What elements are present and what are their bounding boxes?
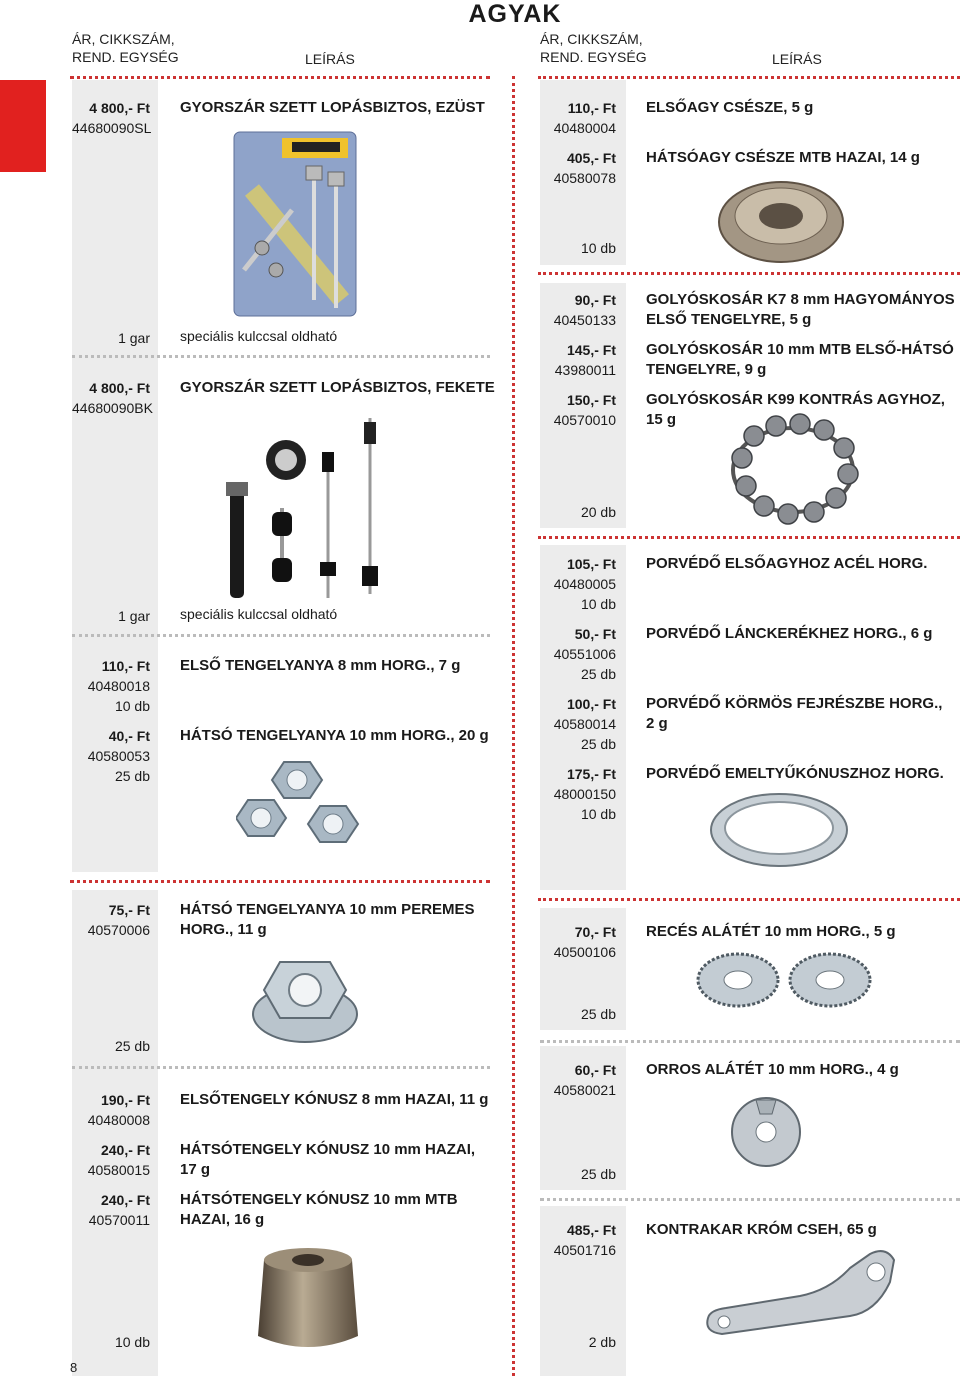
product-title: PORVÉDŐ ELSŐAGYHOZ ACÉL HORG. [646,555,928,572]
item-code: 44680090BK [72,400,153,416]
price: 190,- Ft [100,1092,150,1108]
order-unit: 2 db [588,1334,616,1350]
product-title [646,340,960,380]
price-block [72,98,150,138]
page-number: 8 [70,1360,78,1375]
product-title [646,694,960,734]
price-block [540,922,616,962]
tab-washer-icon [726,1090,806,1170]
price: 145,- Ft [566,342,616,358]
bearing-cup-icon [716,176,846,264]
order-unit: 20 db [580,504,616,520]
item-code: 40480004 [553,120,616,136]
product-title: HÁTSÓ TENGELYANYA 10 mm PEREMES HORG., 11 g [180,901,475,938]
unit-block [540,1004,616,1024]
left-price-panel-2 [72,890,158,1376]
section-tab [0,80,46,172]
item-code: 40480018 [87,678,150,694]
price: 175,- Ft [566,766,616,782]
title-line: GOLYÓSKOSÁR K7 8 mm HAGYOMÁNYOS [646,291,955,308]
price: 405,- Ft [566,150,616,166]
unit-block [72,606,150,626]
unit-block [540,502,616,522]
order-unit: 25 db [580,736,616,752]
price-block [540,694,616,754]
item-code: 40450133 [553,312,616,328]
price-block [540,1060,616,1100]
product-title: KONTRAKAR KRÓM CSEH, 65 g [646,1221,877,1238]
price: 90,- Ft [574,292,616,308]
title-line: GOLYÓSKOSÁR K99 KONTRÁS AGYHOZ, [646,391,945,408]
quick-release-silver-icon [232,130,358,318]
product-title: HÁTSÓ TENGELYANYA 10 mm HORG., 20 g [180,727,489,744]
price-block [540,148,616,188]
row-divider [72,355,490,358]
title-line: GOLYÓSKOSÁR 10 mm MTB ELSŐ-HÁTSÓ [646,341,954,358]
right-price-header [540,30,647,66]
unit-block [540,1164,616,1184]
header-divider-right [538,76,960,79]
item-code: 40480008 [87,1112,150,1128]
right-desc-header: LEÍRÁS [772,51,822,67]
row-divider [540,1198,960,1201]
price-block [540,624,616,684]
product-note: speciális kulccsal oldható [180,328,338,344]
price-block [72,726,150,786]
product-title: GYORSZÁR SZETT LOPÁSBIZTOS, FEKETE [180,379,495,396]
price: 110,- Ft [101,658,150,674]
unit-block [72,1332,150,1352]
serrated-washer-icon [694,950,874,1010]
row-divider [72,1066,490,1069]
item-code: 40580015 [87,1162,150,1178]
price-block [72,1140,150,1180]
order-unit: 25 db [580,1006,616,1022]
price-block [72,1090,150,1130]
quick-release-black-icon [214,408,390,604]
section-divider [538,536,960,539]
price-block [540,764,616,824]
flange-nut-icon [250,952,360,1047]
order-unit: 1 gar [118,330,150,346]
item-code: 40500106 [553,944,616,960]
row-divider [72,634,490,637]
left-price-header-line1: ÁR, CIKKSZÁM, [72,31,175,47]
unit-block [72,328,150,348]
order-unit: 10 db [114,698,150,714]
item-code: 40580014 [553,716,616,732]
product-title: GYORSZÁR SZETT LOPÁSBIZTOS, EZÜST [180,99,485,116]
column-divider [512,76,515,1376]
price: 75,- Ft [108,902,150,918]
unit-block [72,1036,150,1056]
price-block [72,656,150,716]
order-unit: 10 db [580,806,616,822]
item-code: 40501716 [553,1242,616,1258]
ball-cage-icon [720,412,866,528]
item-code: 44680090SL [72,120,152,136]
price-block [540,1220,616,1260]
product-title: ELSŐTENGELY KÓNUSZ 8 mm HAZAI, 11 g [180,1091,489,1108]
item-code: 40570010 [553,412,616,428]
product-title: HÁTSÓAGY CSÉSZE MTB HAZAI, 14 g [646,149,920,166]
price: 100,- Ft [566,696,616,712]
price: 485,- Ft [566,1222,616,1238]
section-divider [70,880,490,883]
product-title: ORROS ALÁTÉT 10 mm HORG., 4 g [646,1061,899,1078]
product-title: ELSŐAGY CSÉSZE, 5 g [646,99,814,116]
price: 150,- Ft [566,392,616,408]
price: 105,- Ft [566,556,616,572]
product-title [646,290,960,330]
product-title: RECÉS ALÁTÉT 10 mm HORG., 5 g [646,923,896,940]
product-title: HÁTSÓTENGELY KÓNUSZ 10 mm HAZAI, 17 g [180,1141,476,1178]
item-code: 40570006 [87,922,150,938]
product-title: HÁTSÓTENGELY KÓNUSZ 10 mm MTB HAZAI, 16 g [180,1191,458,1228]
price: 60,- Ft [574,1062,616,1078]
item-code: 43980011 [554,362,616,378]
price: 240,- Ft [100,1192,150,1208]
price: 240,- Ft [100,1142,150,1158]
price: 4 800,- Ft [89,100,150,116]
header-divider-left [70,76,490,79]
product-title: PORVÉDŐ LÁNCKERÉKHEZ HORG., 6 g [646,625,933,642]
order-unit: 10 db [114,1334,150,1350]
right-price-header-line1: ÁR, CIKKSZÁM, [540,31,643,47]
item-code: 40570011 [88,1212,150,1228]
price-block [540,340,616,380]
left-price-header [72,30,179,66]
page-title: AGYAK [468,0,562,28]
order-unit: 10 db [580,596,616,612]
product-title: PORVÉDŐ EMELTYŰKÓNUSZHOZ HORG. [646,765,944,782]
unit-block [540,1332,616,1352]
price-block [72,1190,150,1230]
hex-nut-icon [236,760,386,860]
price: 70,- Ft [574,924,616,940]
product-note: speciális kulccsal oldható [180,606,338,622]
price-block [72,900,150,940]
section-divider [538,272,960,275]
order-unit: 25 db [114,1038,150,1054]
order-unit: 25 db [580,1166,616,1182]
item-code: 40580053 [87,748,150,764]
section-divider [538,898,960,901]
cone-wrench-icon [700,1246,900,1346]
order-unit: 25 db [114,768,150,784]
item-code: 40580078 [553,170,616,186]
price-block [540,554,616,614]
title-line: PORVÉDŐ KÖRMÖS FEJRÉSZBE HORG., [646,695,943,712]
price-block [540,98,616,138]
order-unit: 25 db [580,666,616,682]
product-title: ELSŐ TENGELYANYA 8 mm HORG., 7 g [180,657,461,674]
item-code: 40580021 [553,1082,616,1098]
title-line: 2 g [646,715,668,732]
title-line: 15 g [646,411,677,428]
right-price-header-line2: REND. EGYSÉG [540,49,647,65]
price: 110,- Ft [567,100,616,116]
dust-cap-icon [708,790,850,870]
price: 50,- Ft [574,626,616,642]
left-price-header-line2: REND. EGYSÉG [72,49,179,65]
left-desc-header: LEÍRÁS [305,51,355,67]
order-unit: 1 gar [118,608,150,624]
unit-block [540,238,616,258]
price-block [540,390,616,430]
item-code: 40551006 [553,646,616,662]
price: 40,- Ft [108,728,150,744]
order-unit: 10 db [580,240,616,256]
price-block [540,290,616,330]
item-code: 48000150 [553,786,616,802]
price-block [72,378,153,418]
item-code: 40480005 [553,576,616,592]
title-line: TENGELYRE, 9 g [646,361,767,378]
row-divider [540,1040,960,1043]
hub-cone-icon [250,1240,366,1360]
price: 4 800,- Ft [89,380,150,396]
title-line: ELSŐ TENGELYRE, 5 g [646,311,812,328]
